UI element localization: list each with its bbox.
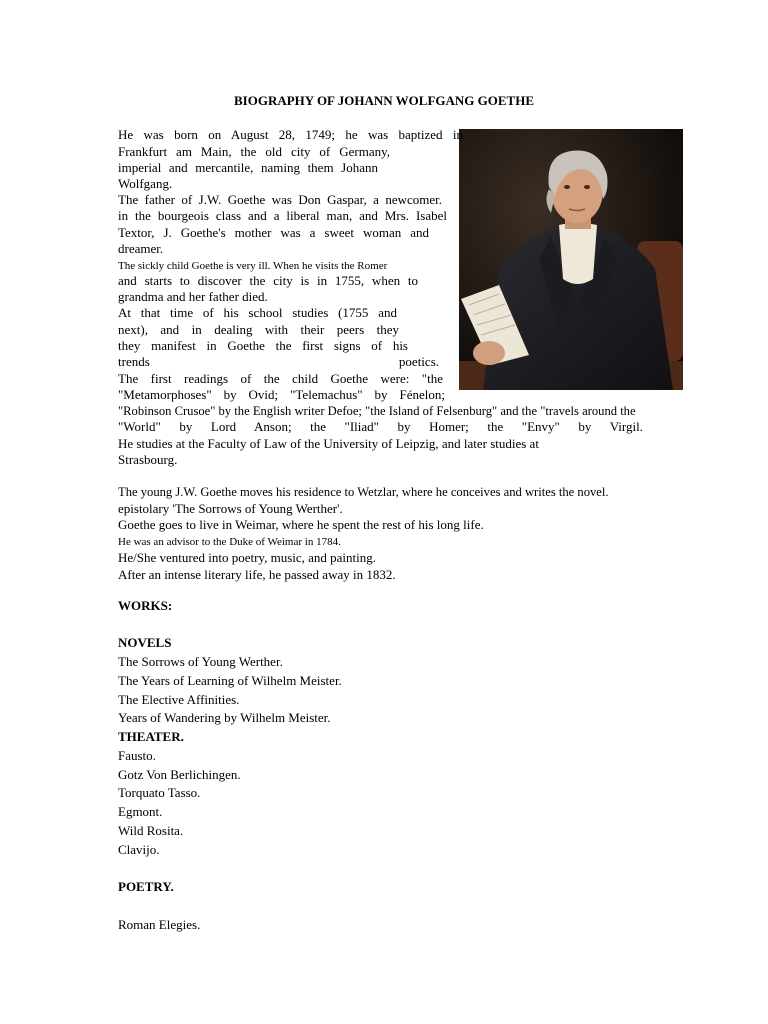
biography-line: "Robinson Crusoe" by the English writer Defoe; "the Island of Felsenburg" and the "travels around the <box>118 404 636 418</box>
biography-line: He/She ventured into poetry, music, and painting. <box>118 550 377 565</box>
biography-line: and starts to discover the city is in 1755, when to <box>118 273 418 288</box>
novel-item: The Sorrows of Young Werther. <box>118 654 283 669</box>
page-title: BIOGRAPHY OF JOHANN WOLFGANG GOETHE <box>234 93 534 108</box>
biography-line: next), and in dealing with their peers they <box>118 322 399 337</box>
theater-item: Torquato Tasso. <box>118 785 201 800</box>
novel-item: Years of Wandering by Wilhelm Meister. <box>118 710 331 725</box>
biography-line: He was born on August 28, 1749; he was baptized in <box>118 127 463 142</box>
theater-item: Gotz Von Berlichingen. <box>118 767 241 782</box>
poetry-heading: POETRY. <box>118 879 174 894</box>
biography-line: The first readings of the child Goethe were: "the <box>118 371 443 386</box>
theater-item: Clavijo. <box>118 842 160 857</box>
theater-item: Wild Rosita. <box>118 823 184 838</box>
biography-line: in the bourgeois class and a liberal man, and Mrs. Isabel <box>118 208 447 223</box>
theater-item: Egmont. <box>118 804 163 819</box>
biography-line: After an intense literary life, he passed away in 1832. <box>118 567 396 582</box>
biography-line: Textor, J. Goethe's mother was a sweet woman and <box>118 225 429 240</box>
biography-line: "Metamorphoses" by Ovid; "Telemachus" by Fénelon; <box>118 387 445 402</box>
biography-line: The young J.W. Goethe moves his residence to Wetzlar, where he conceives and writes the novel. <box>118 485 609 499</box>
biography-line: Goethe goes to live in Weimar, where he spent the rest of his long life. <box>118 517 484 532</box>
theater-item: Fausto. <box>118 748 156 763</box>
theater-heading: THEATER. <box>118 729 184 744</box>
biography-line: imperial and mercantile, naming them Johann <box>118 160 378 175</box>
biography-line: The sickly child Goethe is very ill. When he visits the Romer <box>118 260 388 272</box>
novel-item: The Years of Learning of Wilhelm Meister. <box>118 673 342 688</box>
biography-line: grandma and her father died. <box>118 289 268 304</box>
biography-line: Wolfgang. <box>118 176 173 191</box>
biography-line: He studies at the Faculty of Law of the University of Leipzig, and later studies at <box>118 436 539 451</box>
works-heading: WORKS: <box>118 598 173 613</box>
biography-line: Strasbourg. <box>118 452 178 467</box>
goethe-portrait-image <box>459 129 683 390</box>
biography-line: The father of J.W. Goethe was Don Gaspar, a newcomer. <box>118 192 442 207</box>
biography-line: "World" by Lord Anson; the "Iliad" by Homer; the "Envy" by Virgil. <box>118 419 643 434</box>
novels-heading: NOVELS <box>118 635 172 650</box>
biography-line: trends poetics. <box>118 354 439 369</box>
biography-line: dreamer. <box>118 241 164 256</box>
poetry-item: Roman Elegies. <box>118 917 201 932</box>
biography-line: epistolary 'The Sorrows of Young Werther'. <box>118 501 343 516</box>
novel-item: The Elective Affinities. <box>118 692 240 707</box>
biography-line: Frankfurt am Main, the old city of Germany, <box>118 144 390 159</box>
biography-line: He was an advisor to the Duke of Weimar in 1784. <box>118 536 341 548</box>
biography-line: At that time of his school studies (1755 and <box>118 305 397 320</box>
biography-line: they manifest in Goethe the first signs of his <box>118 338 408 353</box>
